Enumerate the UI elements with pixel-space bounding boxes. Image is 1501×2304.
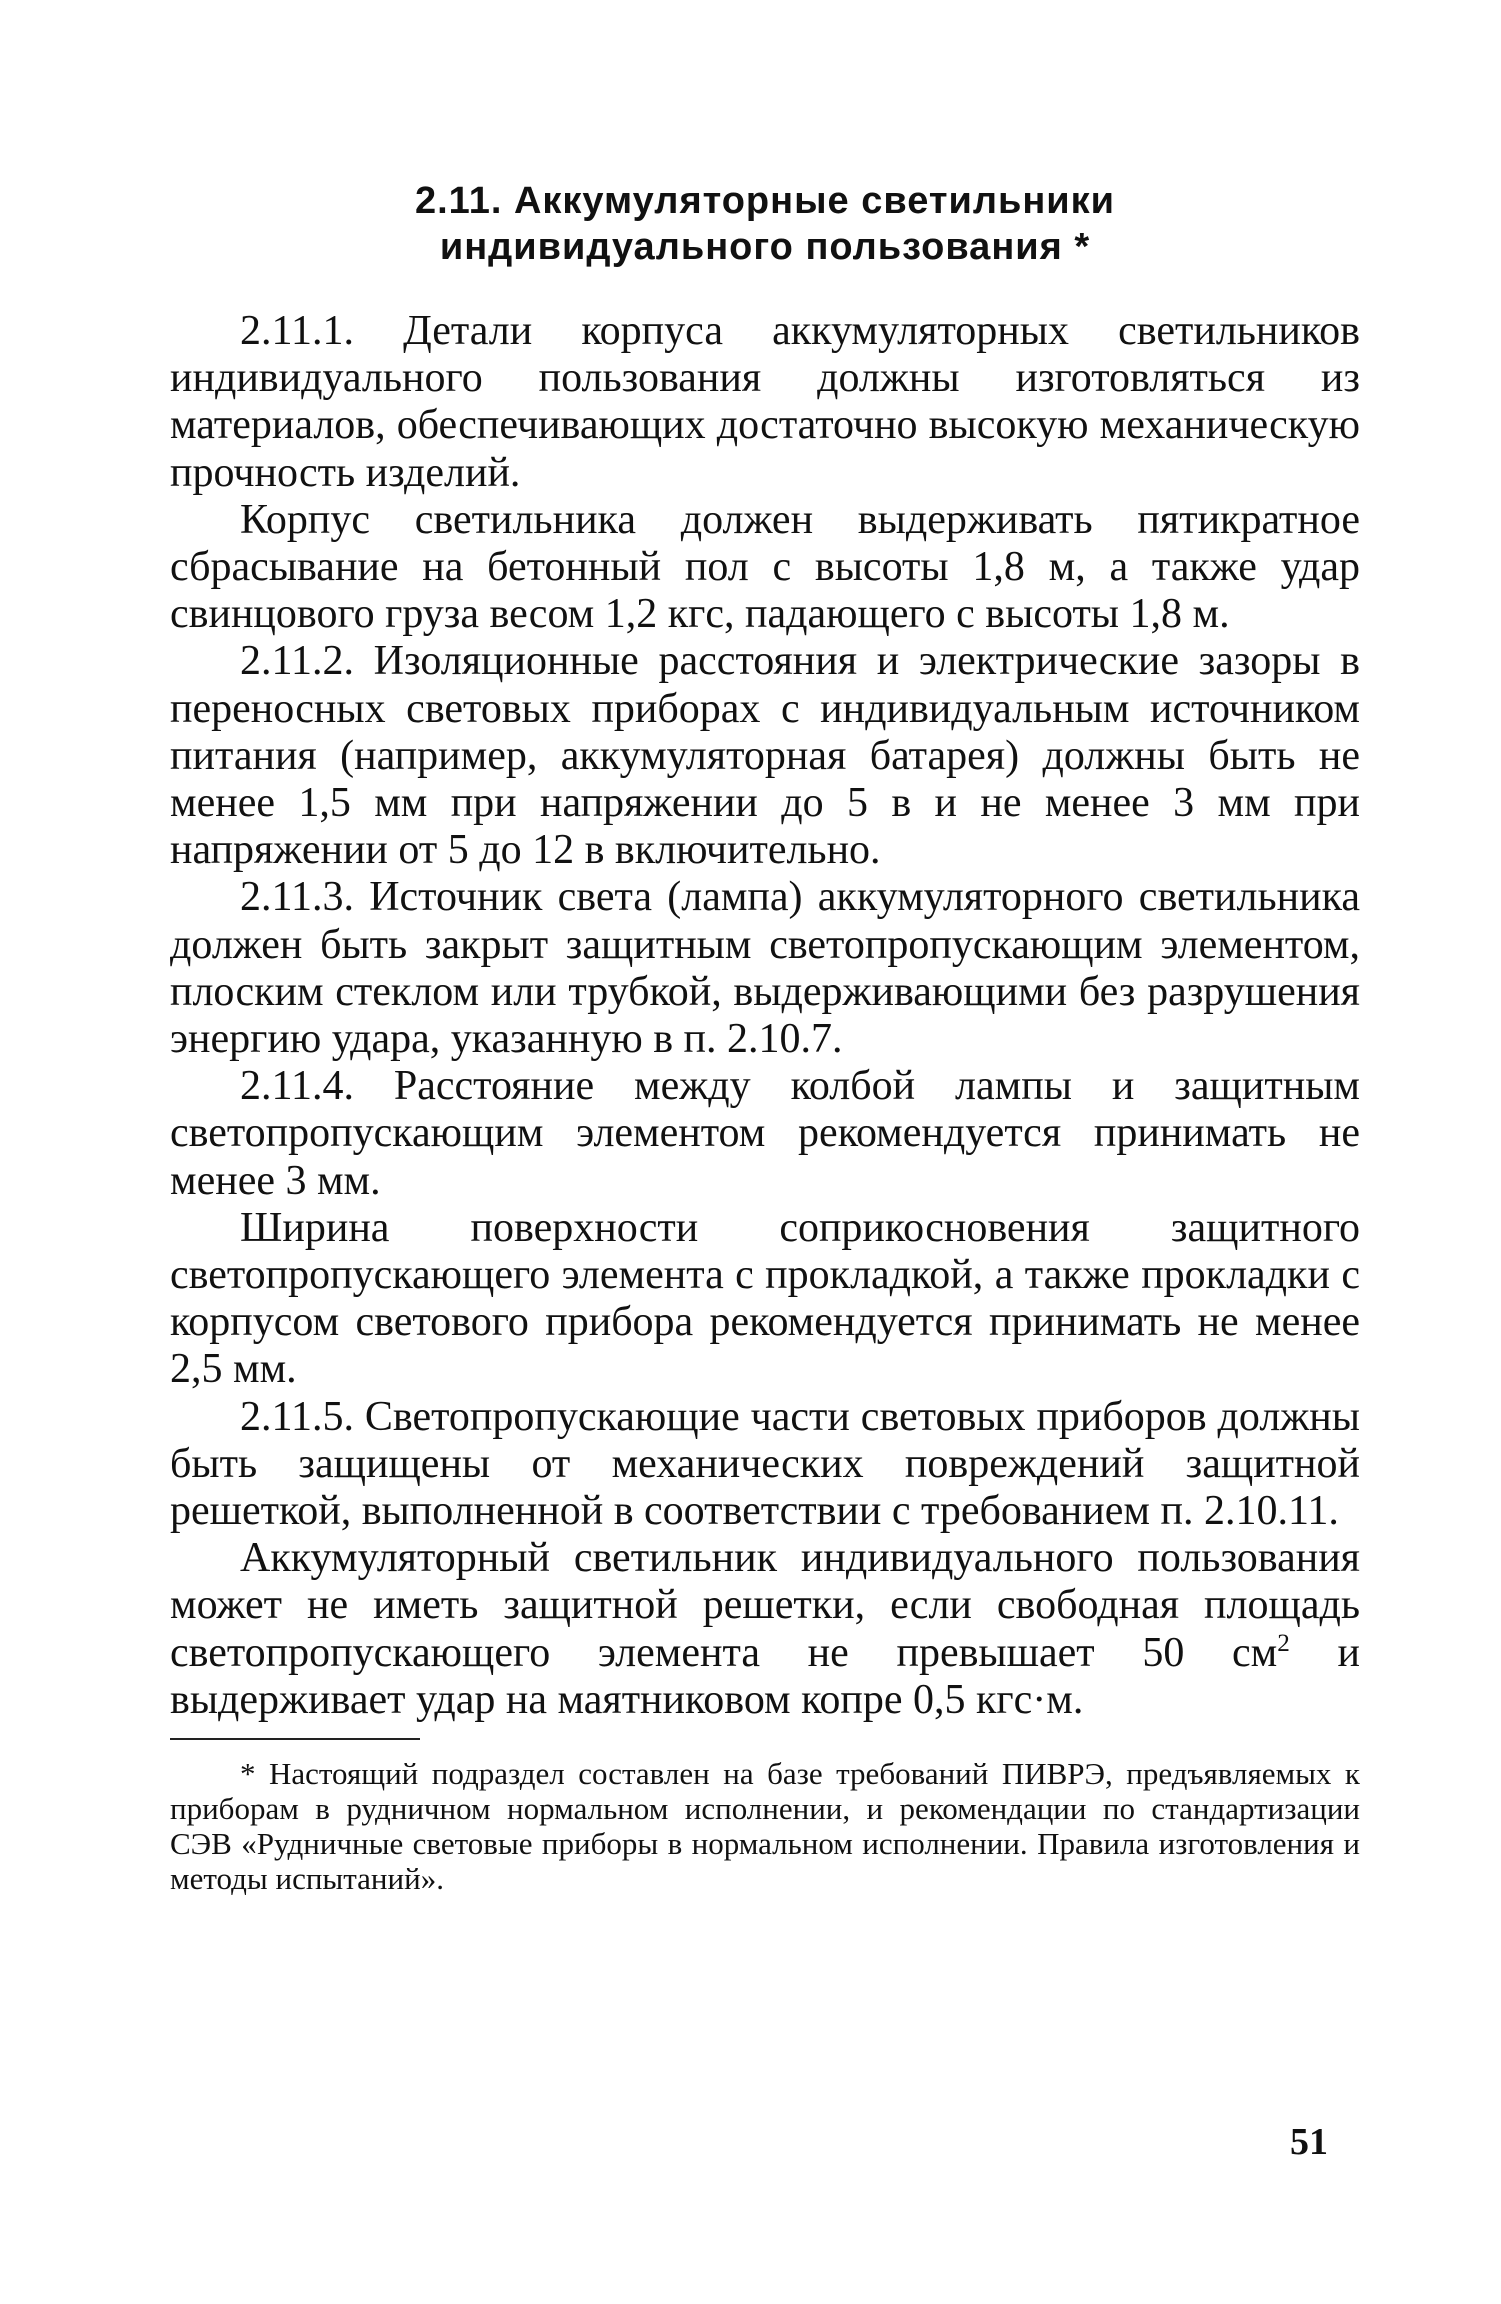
section-heading-line-1: 2.11. Аккумуляторные светильники [414, 180, 1116, 222]
paragraph-2-11-4: 2.11.4. Расстояние между колбой лампы и защитным светопропускающим элементом рекомендуется принимать не менее 3 мм. [170, 1063, 1360, 1204]
page-number: 51 [1290, 2121, 1328, 2163]
footnote-divider [170, 1738, 420, 1740]
section-heading-line-2: индивидуального пользования * [439, 226, 1091, 268]
paragraph-2-11-1: 2.11.1. Детали корпуса аккумуляторных светильников индивидуального пользования должны изготовляться из материалов, обеспечивающих достаточно высокую механическую прочность изделий. [170, 308, 1360, 496]
paragraph-2-11-2: 2.11.2. Изоляционные расстояния и электрические зазоры в переносных световых приборах с индивидуальным источником питания (например, аккумуляторная батарея) должны быть не менее 1,5 мм при напряжении до 5 в и не менее 3 мм при напряжении от 5 до 12 в включительно. [170, 638, 1360, 874]
exponent: 2 [1277, 1629, 1290, 1657]
footnote: * Настоящий подраздел составлен на базе требований ПИВРЭ, предъявляемых к приборам в рудничном нормальном исполнении, и рекомендации по стандартизации СЭВ «Рудничные световые приборы в нормальном исполнении. Правила изготовления и методы испытаний». [170, 1756, 1360, 1897]
section-heading [170, 178, 1360, 270]
document-page [170, 178, 1360, 1896]
paragraph-2-11-3: 2.11.3. Источник света (лампа) аккумуляторного светильника должен быть закрыт защитным светопропускающим элементом, плоским стеклом или трубкой, выдерживающими без разрушения энергию удара, указанную в п. 2.10.7. [170, 874, 1360, 1063]
paragraph-no-grid-exception [170, 1535, 1360, 1724]
paragraph-2-11-5: 2.11.5. Светопропускающие части световых приборов должны быть защищены от механических повреждений защитной решеткой, выполненной в соответствии с требованием п. 2.10.11. [170, 1393, 1360, 1535]
exception-text-start: Аккумуляторный светильник индивидуального пользования может не иметь защитной решетки, если свободная площадь светопропускающего элемента не превышает 50 см [170, 1535, 1360, 1676]
exception-text-end: и выдерживает удар на маятниковом копре 0,5 кгс·м. [170, 1629, 1360, 1723]
paragraph-contact-width: Ширина поверхности соприкосновения защитного светопропускающего элемента с прокладкой, а также прокладки с корпусом светового прибора рекомендуется принимать не менее 2,5 мм. [170, 1204, 1360, 1393]
paragraph-housing-strength: Корпус светильника должен выдерживать пятикратное сбрасывание на бетонный пол с высоты 1,8 м, а также удар свинцового груза весом 1,2 кгс, падающего с высоты 1,8 м. [170, 496, 1360, 638]
